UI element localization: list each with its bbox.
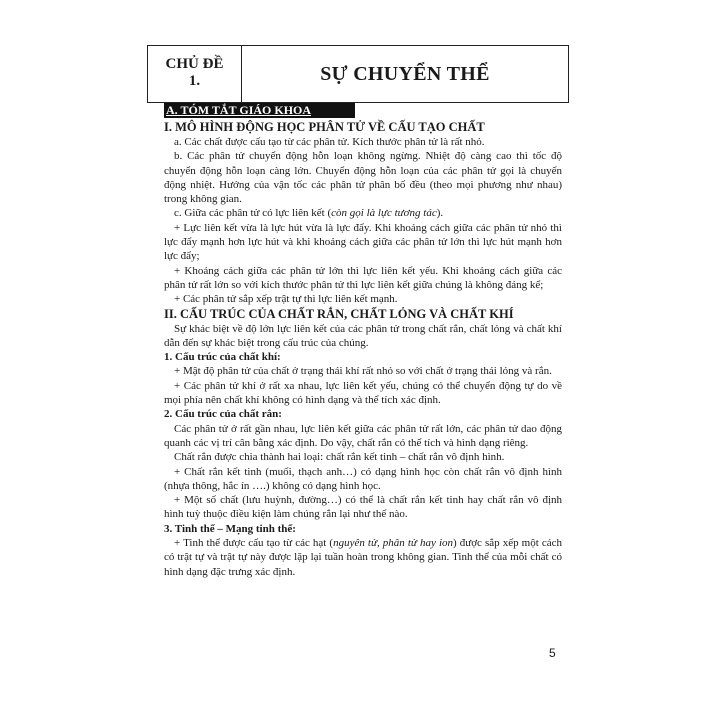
part2-sub2-bullet-1: + Chất rắn kết tinh (muối, thạch anh…) có dạng hình học còn chất rắn vô định hình (nhựa thông, hắc ín ….) không có dạng hình học. [164,465,562,492]
part2-sub2-heading: 2. Cấu trúc của chất rắn: [164,408,282,421]
part2-sub2-para-2: Chất rắn được chia thành hai loại: chất rắn kết tinh – chất rắn vô định hình. [174,451,505,464]
page-number: 5 [549,646,556,660]
part1-para-c-italic: còn gọi là lực tương tác [331,207,437,220]
document-body [164,103,562,579]
section-a-heading: A. TÓM TẮT GIÁO KHOA [164,103,355,118]
part1-bullet-3: + Các phân tử sắp xếp trật tự thì lực liên kết mạnh. [174,293,398,306]
part2-sub3-bullet-1 [164,536,562,579]
part1-para-c-prefix: c. Giữa các phân tử có lực liên kết ( [174,207,332,220]
part1-para-b: b. Các phân tử chuyển động hỗn loạn không ngừng. Nhiệt độ càng cao thì tốc độ chuyển động hỗn loạn càng lớn. Chuyển động hỗn loạn của các phân tử gọi là chuyển động nhiệt. Hướng của vận tốc các phân tử phân bố đều (theo mọi phương như nhau) trong không gian. [164,150,562,206]
part2-intro: Sự khác biệt về độ lớn lực liên kết của các phân tử trong chất rắn, chất lỏng và chất khí dẫn đến sự khác biệt trong cấu trúc của chúng. [164,322,562,349]
part1-para-c [164,206,562,220]
part2-sub3-suffix: ) được sắp xếp một cách có trật tự và trật tự này được lặp lại tuần hoàn trong không gian. Tinh thể của mỗi chất có hình dạng đặc trưng xác định. [164,537,562,578]
chapter-label [148,46,242,102]
part1-bullet-2: + Khoảng cách giữa các phân tử lớn thì lực liên kết yếu. Khi khoảng cách giữa các phân tử rất lớn so với kích thước phân tử thì lực liên kết giữa chúng là không đáng kể; [164,264,562,291]
part2-sub3-heading: 3. Tinh thể – Mạng tinh thể: [164,522,296,535]
part1-para-c-suffix: ). [436,207,444,220]
part2-sub3-prefix: + Tinh thể được cấu tạo từ các hạt ( [174,537,334,550]
chapter-title: SỰ CHUYỂN THỂ [320,62,490,85]
part1-heading: I. MÔ HÌNH ĐỘNG HỌC PHÂN TỬ VỀ CẤU TẠO CHẤT [164,120,485,134]
part1-bullet-1: + Lực liên kết vừa là lực hút vừa là lực đẩy. Khi khoảng cách giữa các phân tử nhỏ thì lực đẩy mạnh hơn lực hút và khi khoảng cách giữa các phân tử lớn thì lực hút mạnh hơn lực đẩy; [164,221,562,263]
part2-sub2-bullet-2: + Một số chất (lưu huỳnh, đường…) có thể là chất rắn kết tinh hay chất rắn vô định hình tuỳ thuộc điều kiện làm chúng rắn lại như thế nào. [164,494,562,521]
part2-sub1-heading: 1. Cấu trúc của chất khí: [164,351,281,364]
part2-sub1-bullet-2: + Các phân tử khí ở rất xa nhau, lực liên kết yếu, chúng có thể chuyển động tự do về mọi phía nên chất khí không có hình dạng và thể tích xác định. [164,379,562,407]
part2-sub2-para-1: Các phân tử ở rất gần nhau, lực liên kết giữa các phân tử rất lớn, các phân tử dao động quanh các vị trí cân bằng xác định. Do vậy, chất rắn có thể tích và hình dạng riêng. [164,422,562,449]
chapter-header [147,45,569,103]
chapter-label-line1: CHỦ ĐỀ [165,56,224,72]
chapter-label-line2: 1. [188,73,201,89]
part1-para-a: a. Các chất được cấu tạo từ các phân tử. Kích thước phân tử là rất nhỏ. [174,136,485,148]
part2-sub3-italic: nguyên tử, phân tử hay ion [333,537,454,550]
part2-sub1-bullet-1: + Mật độ phân tử của chất ở trạng thái khí rất nhỏ so với chất ở trạng thái lỏng và rắn. [174,365,552,378]
part2-heading: II. CẤU TRÚC CỦA CHẤT RẮN, CHẤT LỎNG VÀ CHẤT KHÍ [164,306,514,321]
